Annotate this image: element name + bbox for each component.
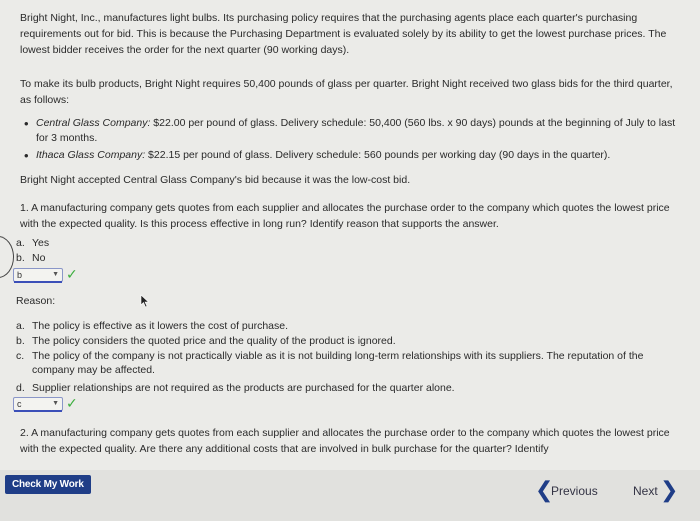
question-1-text: 1. A manufacturing company gets quotes from each supplier and allocates the purchase order to the company which quotes the lowest price with the expected quality. Is this process effective in long run? Identify reason that supports the answer. bbox=[20, 202, 670, 230]
intro-paragraph: Bright Night, Inc., manufactures light bulbs. Its purchasing policy requires that the purchasing agents place each quarter's purchasing requirements out for bid. This is because the Purchasing Department is evaluated solely by its ability to get the lowest purchase prices. The lowest bidder receives the order for the next quarter (90 working days). bbox=[20, 12, 667, 56]
chevron-right-icon[interactable]: ❯ bbox=[660, 477, 679, 502]
accepted-bid-text: Bright Night accepted Central Glass Company's bid because it was the low-cost bid. bbox=[20, 174, 411, 186]
q1-answer-dropdown[interactable] bbox=[13, 268, 63, 282]
dropdown-underline bbox=[14, 281, 62, 283]
chevron-left-icon[interactable]: ❮ bbox=[535, 477, 554, 502]
dropdown-arrow-icon: ▼ bbox=[52, 400, 59, 407]
selected-value: b bbox=[17, 270, 23, 280]
reason-label: Reason: bbox=[16, 295, 56, 307]
reason-option-b: b. The policy considers the quoted price and the quality of the product is ignored. bbox=[16, 335, 396, 347]
next-button[interactable]: Next bbox=[633, 484, 658, 498]
dropdown-arrow-icon: ▼ bbox=[52, 271, 59, 278]
reason-answer-dropdown[interactable] bbox=[13, 397, 63, 411]
q1-option-b: b. No bbox=[16, 252, 46, 264]
bullet-icon: • bbox=[24, 148, 29, 163]
checkmark-icon: ✓ bbox=[66, 266, 78, 282]
bid-company: Ithaca Glass Company: bbox=[36, 149, 146, 161]
checkmark-icon: ✓ bbox=[66, 395, 78, 411]
bid-detail: $22.00 per pound of glass. Delivery schedule: 50,400 (560 lbs. x 90 days) pounds at the beginning of July to last for 3 months. bbox=[36, 117, 676, 144]
check-my-work-button[interactable]: Check My Work bbox=[5, 475, 91, 494]
bid-detail: $22.15 per pound of glass. Delivery schedule: 560 pounds per working day (90 days in the quarter). bbox=[145, 149, 611, 161]
reason-option-c: c. The policy of the company is not practically viable as it is not building long-term relationships with its suppliers. The reputation of the company may be affected. bbox=[16, 350, 644, 376]
bullet-icon: • bbox=[24, 116, 29, 131]
reason-option-a: a. The policy is effective as it lowers the cost of purchase. bbox=[16, 320, 289, 332]
bid-ithaca bbox=[24, 148, 679, 163]
mouse-cursor-icon bbox=[140, 294, 150, 308]
bid-central bbox=[24, 116, 679, 146]
question-2-text: 2. A manufacturing company gets quotes from each supplier and allocates the purchase order to the company which quotes the lowest price with the expected quality. Are there any additional costs that are involved in bulk purchase for the quarter? Identify bbox=[20, 427, 670, 455]
requirements-paragraph: To make its bulb products, Bright Night requires 50,400 pounds of glass per quarter. Bright Night received two glass bids for the third quarter, as follows: bbox=[20, 78, 673, 106]
previous-button[interactable]: Previous bbox=[551, 484, 598, 498]
q1-option-a: a. Yes bbox=[16, 237, 50, 249]
dropdown-underline bbox=[14, 410, 62, 412]
reason-option-d: d. Supplier relationships are not required as the products are purchased for the quarter alone. bbox=[16, 382, 455, 394]
selected-value: c bbox=[17, 399, 22, 409]
bid-company: Central Glass Company: bbox=[36, 117, 151, 129]
